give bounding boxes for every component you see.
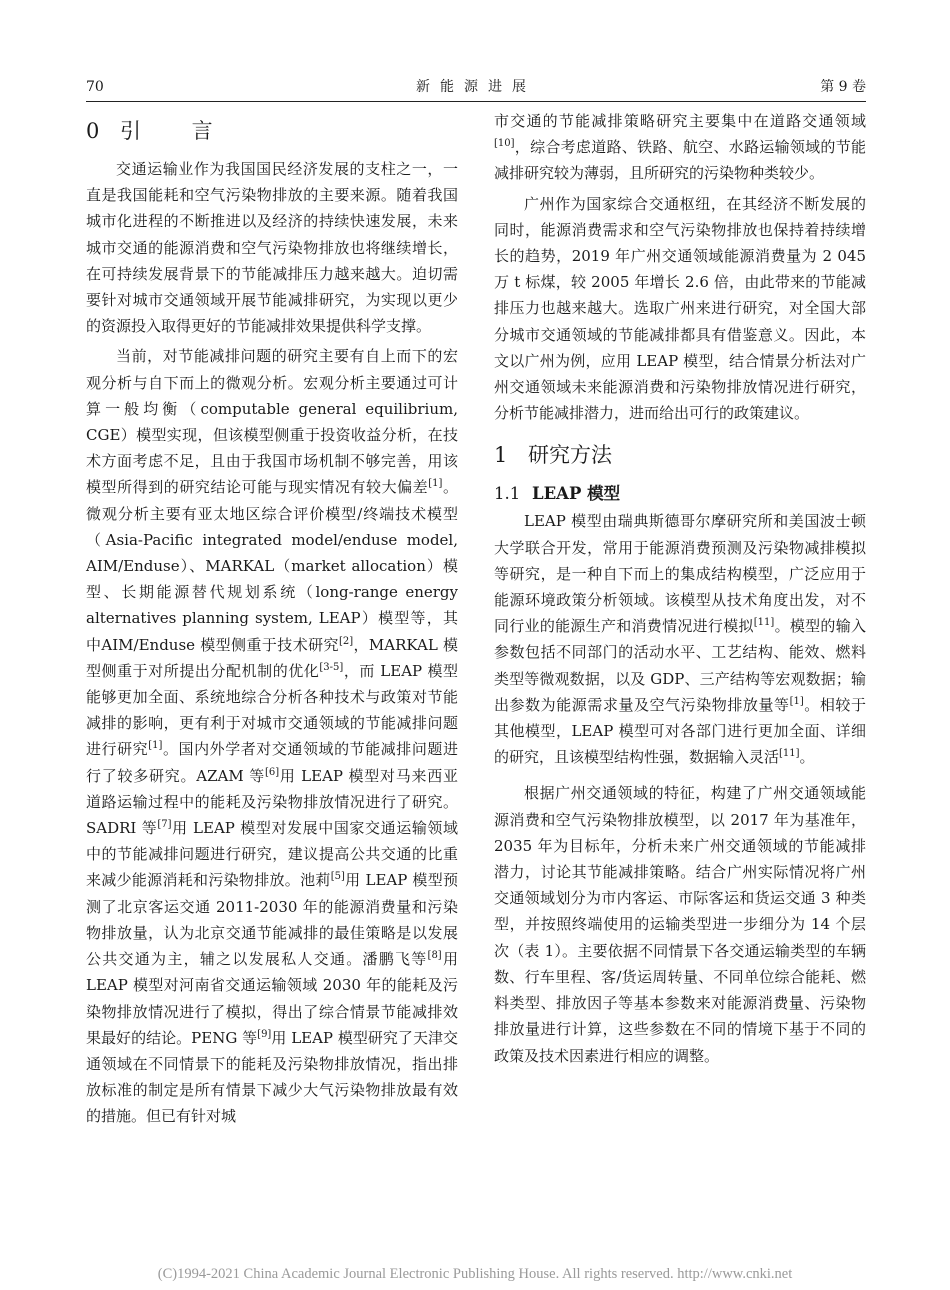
text-run: 用 LEAP 模型预测了北京客运交通 2011-2030 年的能源消费量和污染物排放量，认为北京交通节能减排的最佳策略是以发展公共交通为主，辅之以发展私人交通。潘鹏飞等 [86,871,458,969]
citation[interactable]: [9] [257,1028,272,1040]
text-run: 用 LEAP 模型对马来西亚道路运输过程中的能耗及污染物排放情况进行了研究。SADRI 等 [86,766,459,838]
section-0-heading [86,116,458,146]
text-run: ，MARKAL 模型侧重于对所提出分配机制的优化 [86,635,458,680]
citation[interactable]: [1] [148,740,163,752]
citation[interactable]: [7] [157,819,172,831]
citation[interactable]: [10] [494,138,515,150]
intro-paragraph-1: 交通运输业作为我国国民经济发展的支柱之一，一直是我国能耗和空气污染物排放的主要来源。随着我国城市化进程的不断推进以及经济的持续快速发展，未来城市交通的能源消费和空气污染物排放也将继续增长，在可持续发展背景下的节能减排压力越来越大。迫切需要针对城市交通领域开展节能减排研究，为实现以更少的资源投入取得更好的节能减排效果提供科学支撑。 [86,160,458,336]
citation[interactable]: [8] [427,950,442,962]
intro-paragraph-3: 广州作为国家综合交通枢纽，在其经济不断发展的同时，能源消费需求和空气污染物排放也保持着持续增长的趋势，2019 年广州交通领域能源消费量为 2 045 万 t 标煤，较 2005 年增长 2.6 倍，由此带来的节能减排压力也越来越大。选取广州来进行研究，对全国大部分城市交通领域的节能减排都具有借鉴意义。因此，本文以广州为例，应用 LEAP 模型，结合情景分析法对广州交通领域未来能源消费和污染物排放情况进行研究，分析节能减排潜力，进而给出可行的政策建议。 [494,194,866,423]
intro-paragraph-2 [86,343,458,1129]
citation[interactable]: [2] [338,635,354,647]
text-run: 。相较于其他模型，LEAP 模型可对各部门进行更加全面、详细的研究，且该模型结构性强，数据输入灵活 [494,695,866,767]
journal-title: 新能源进展 [416,79,536,95]
text-run: 当前，对节能减排问题的研究主要有自上而下的宏观分析与自下而上的微观分析。宏观分析主要通过可计算一般均衡（computable general equilibrium, CGE）模型实现，但该模型侧重于投资收益分析，在技术方面考虑不足，且由于我国市场机制不够完善，用该模型所得到的研究结论可能与现实情况有较大偏差 [86,347,458,497]
section-0-title: 引 言 [120,119,235,143]
citation[interactable]: [5] [330,871,345,883]
section-1-title: 研究方法 [528,443,612,468]
citation[interactable]: [3-5] [319,661,344,673]
text-run: 。 [799,748,815,767]
text-run: 。国内外学者对交通领域的节能减排问题进行了较多研究。AZAM 等 [86,740,458,785]
section-0-number: 0 [86,119,100,143]
text-run: ，而 LEAP 模型能够更加全面、系统地综合分析各种技术与政策对节能减排的影响，更有利于对城市交通领域的节能减排问题进行研究 [86,661,458,759]
text-run: 。模型的输入参数包括不同部门的活动水平、工艺结构、能效、燃料类型等微观数据，以及 GDP、三产结构等宏观数据；输出参数为能源需求量及空气污染物排放量等 [494,617,866,714]
text-run: LEAP 模型由瑞典斯德哥尔摩研究所和美国波士顿大学联合开发，常用于能源消费预测及污染物减排模拟等研究，是一种自下而上的集成结构模型，广泛应用于能源环境政策分析领域。该模型从技术角度出发，对不同行业的能源生产和消费情况进行模拟 [494,512,866,636]
header-rule [86,101,866,102]
text-run: 。微观分析主要有亚太地区综合评价模型/终端技术模型（Asia-Pacific integrated model/enduse model, AIM/Enduse）、MARKAL（market allocation）模型、长期能源替代规划系统（long-range energy alternatives planning system, LEAP）模型等，其中AIM/Enduse 模型侧重于技术研究 [86,478,458,654]
text-run: 市交通的节能减排策略研究主要集中在道路交通领域 [494,112,866,130]
section-1-number: 1 [494,443,508,468]
method-paragraph-2: 根据广州交通领域的特征，构建了广州交通领域能源消费和空气污染物排放模型，以 2017 年为基准年，2035 年为目标年，分析未来广州交通领域的节能减排潜力，讨论其节能减排策略。结合广州实际情况将广州交通领域划分为市内客运、市际客运和货运交通 3 种类型，并按照终端使用的运输类型进一步细分为 14 个层次（表 1）。主要依据不同情景下各交通运输类型的车辆数、行车里程、客/货运周转量、不同单位综合能耗、燃料类型、排放因子等基本参数来对能源消费量、污染物排放量进行计算，这些参数在不同的情境下基于不同的政策及技术因素进行相应的调整。 [494,784,866,1065]
text-run: 用 LEAP 模型研究了天津交通领域在不同情景下的能耗及污染物排放情况，指出排放标准的制定是所有情景下减少大气污染物排放最有效的措施。但已有针对城 [86,1028,459,1126]
volume-label: 第 9 卷 [820,79,866,95]
running-header [86,76,866,98]
citation[interactable]: [6] [264,766,280,778]
citation[interactable]: [11] [779,748,800,760]
citation[interactable]: [1] [428,478,443,490]
right-column [494,108,866,1073]
page-number: 70 [86,79,104,95]
left-column [86,108,458,1134]
method-paragraph-1 [494,508,866,770]
subsection-1-1-heading [494,480,866,508]
subsection-1-1-number: 1.1 [494,484,521,504]
intro-paragraph-2-continued [494,108,866,187]
section-1-heading [494,440,866,470]
subsection-1-1-title: LEAP 模型 [532,484,621,504]
text-run: 用 LEAP 模型对河南省交通运输领域 2030 年的能耗及污染物排放情况进行了模拟，得出了综合情景节能减排效果最好的结论。PENG 等 [86,950,458,1047]
text-run: ，综合考虑道路、铁路、航空、水路运输领域的节能减排研究较为薄弱，且所研究的污染物种类较少。 [494,138,866,183]
copyright-footer: (C)1994-2021 China Academic Journal Electronic Publishing House. All rights reserved. http://www.cnki.net [157,1266,793,1282]
citation[interactable]: [1] [789,695,804,707]
text-run: 用 LEAP 模型对发展中国家交通运输领域中的节能减排问题进行研究，建议提高公共交通的比重来减少能源消耗和污染物排放。池莉 [86,819,459,890]
citation[interactable]: [11] [753,617,775,629]
